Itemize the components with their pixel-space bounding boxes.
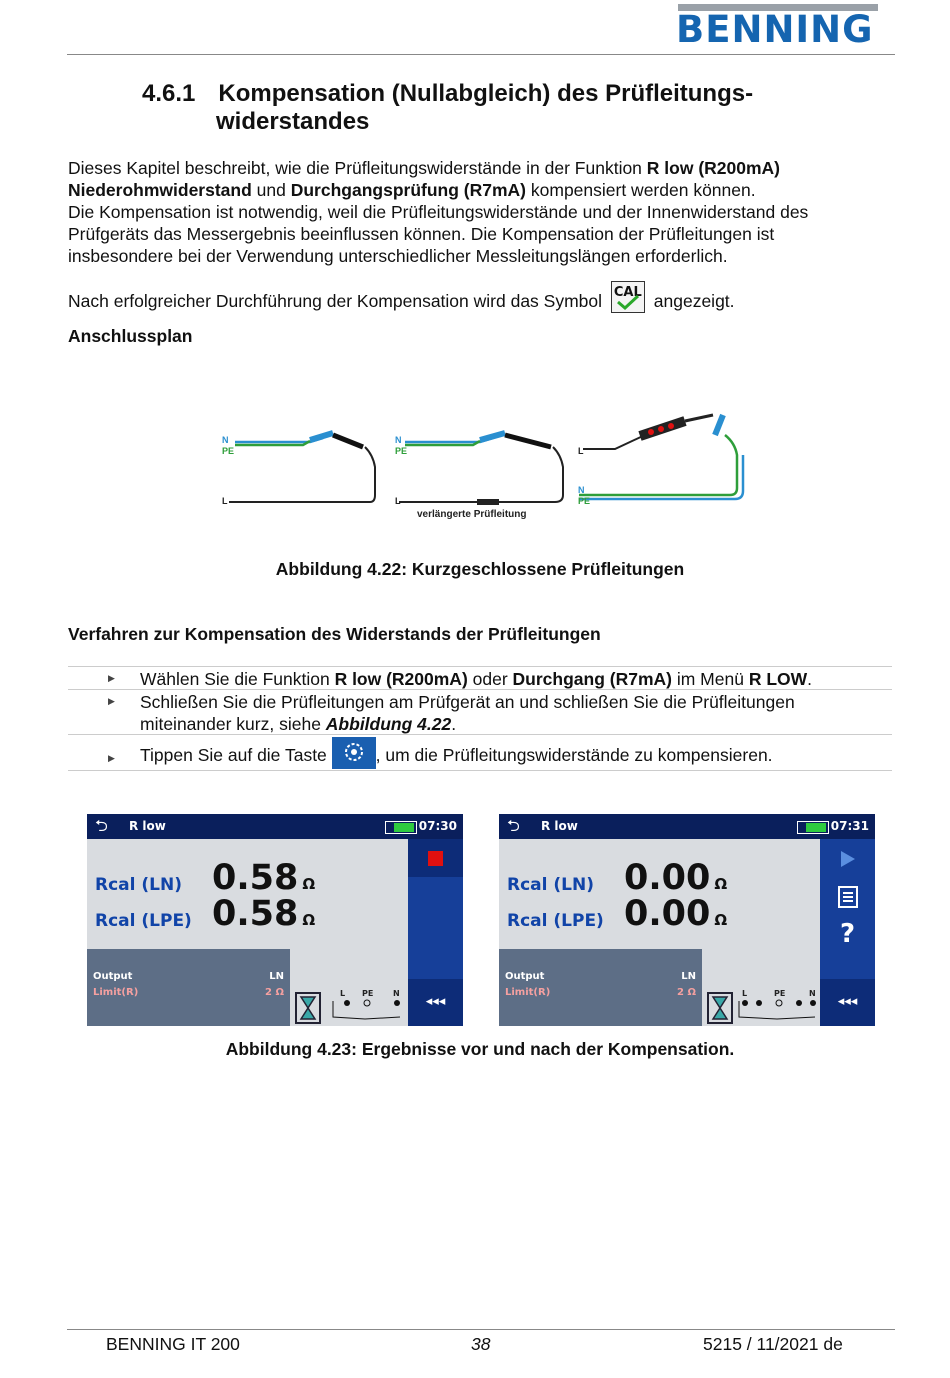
rcal-ln-label: Rcal (LN) [95, 875, 182, 895]
procedure-heading: Verfahren zur Kompensation des Widerstands der Prüfleitungen [68, 624, 601, 644]
label-n: N [395, 435, 402, 445]
output-key: Output [93, 971, 133, 982]
list-icon [837, 885, 859, 909]
output-key: Output [505, 971, 545, 982]
step-text: . [451, 714, 457, 734]
hourglass-icon [295, 992, 321, 1024]
section-title-line2: widerstandes [216, 108, 370, 135]
screen-header [87, 814, 463, 839]
output-value: LN [269, 971, 284, 982]
unit-ohm: Ω [714, 875, 728, 893]
label-l: L [578, 446, 584, 456]
intro-text: insbesondere bei der Verwendung unterschiedlicher Messleitungslängen erforderlich. [68, 246, 728, 266]
label-pe: PE [395, 446, 408, 456]
intro-text: und [251, 180, 291, 200]
intro-text: kompensiert werden können. [526, 180, 756, 200]
stop-icon [428, 851, 443, 866]
terminal-diagram [737, 989, 817, 1025]
step-2 [68, 689, 892, 734]
meter-screen-after [499, 814, 875, 1026]
section-heading [142, 80, 753, 136]
intro-bold: Durchgangsprüfung (R7mA) [290, 180, 527, 200]
limit-key: Limit(R) [93, 987, 139, 998]
terminal-pe: PE [362, 989, 374, 998]
label-pe: PE [578, 496, 591, 506]
label-n: N [222, 435, 229, 445]
unit-ohm: Ω [302, 875, 316, 893]
bullet-icon: ▶ [108, 673, 115, 683]
page-number: 38 [471, 1334, 491, 1354]
step-text: im Menü [671, 669, 749, 689]
terminal-l: L [742, 989, 748, 998]
limit-value: 2 Ω [265, 987, 284, 998]
intro-bold: R low (R200mA) [646, 158, 781, 178]
step-text: oder [467, 669, 513, 689]
step-bold: R low (R200mA) [334, 669, 468, 689]
step-text: Schließen Sie die Prüfleitungen am Prüfgerät an und schließen Sie die Prüfleitungen [140, 692, 795, 712]
rcal-lpe-value [624, 895, 727, 939]
intro-text: Dieses Kapitel beschreibt, wie die Prüfleitungswiderstände in der Funktion [68, 158, 647, 178]
battery-icon [385, 821, 417, 834]
rcal-lpe-label: Rcal (LPE) [507, 911, 604, 931]
limit-key: Limit(R) [505, 987, 551, 998]
label-l: L [222, 496, 228, 506]
step-3 [68, 734, 892, 771]
play-icon [838, 849, 858, 869]
rcal-ln-number: 0.00 [624, 858, 711, 898]
intro-text: Nach erfolgreicher Durchführung der Kompensation wird das Symbol [68, 291, 603, 311]
step-text: . [807, 669, 813, 689]
step-text: Tippen Sie auf die Taste [140, 745, 332, 765]
connection-diagram [215, 405, 745, 523]
footer-rule [67, 1329, 895, 1330]
intro-text: Prüfgeräts das Messergebnis beeinflussen können. Die Kompensation der Prüfleitungen ist [68, 224, 775, 244]
hourglass-icon [707, 992, 733, 1024]
scroll-arrows-icon: ◂◂◂ [425, 994, 446, 1009]
step-text: , um die Prüfleitungswiderstände zu kompensieren. [375, 745, 773, 765]
anschlussplan-heading: Anschlussplan [68, 326, 193, 346]
intro-paragraph [68, 157, 898, 313]
screen-header [499, 814, 875, 839]
label-n: N [578, 485, 585, 495]
section-number: 4.6.1 [142, 80, 196, 107]
section-title-line1: Kompensation (Nullabgleich) des Prüfleitungs- [218, 80, 754, 107]
rcal-lpe-number: 0.58 [212, 894, 299, 934]
bullet-icon: ▶ [108, 696, 115, 706]
rcal-lpe-label: Rcal (LPE) [95, 911, 192, 931]
screen-time: 07:31 [830, 819, 869, 833]
screen-title: R low [129, 819, 166, 833]
cal-icon-label: CAL [613, 285, 642, 300]
terminal-n: N [393, 989, 400, 998]
label-l: L [395, 496, 401, 506]
back-icon: ⮌ [507, 816, 520, 835]
output-value: LN [681, 971, 696, 982]
figure-caption: Abbildung 4.23: Ergebnisse vor und nach der Kompensation. [225, 1039, 735, 1059]
terminal-pe: PE [774, 989, 786, 998]
output-panel [87, 949, 290, 1026]
rcal-lpe-number: 0.00 [624, 894, 711, 934]
rcal-ln-label: Rcal (LN) [507, 875, 594, 895]
help-icon: ? [839, 919, 856, 949]
step-1 [68, 666, 892, 689]
label-pe: PE [222, 446, 235, 456]
header-rule [67, 54, 895, 55]
step-text: Wählen Sie die Funktion [140, 669, 335, 689]
screen-title: R low [541, 819, 578, 833]
bullet-icon: ▶ [108, 753, 115, 763]
battery-icon [797, 821, 829, 834]
intro-text: angezeigt. [653, 291, 735, 311]
unit-ohm: Ω [302, 911, 316, 929]
step-bold: R LOW [748, 669, 808, 689]
intro-text: Die Kompensation ist notwendig, weil die Prüfleitungswiderstände und der Innenwiderstand des [68, 202, 809, 222]
compensate-button-icon [332, 737, 376, 769]
terminal-diagram [325, 989, 405, 1025]
back-icon: ⮌ [95, 816, 108, 835]
terminal-l: L [340, 989, 346, 998]
limit-value: 2 Ω [677, 987, 696, 998]
terminal-n: N [809, 989, 816, 998]
unit-ohm: Ω [714, 911, 728, 929]
footer-docref: 5215 / 11/2021 de [703, 1334, 843, 1354]
footer-product: BENNING IT 200 [106, 1334, 240, 1354]
benning-logo: BENNING [676, 8, 874, 51]
figure-reference: Abbildung 4.22 [325, 714, 452, 734]
label-extended-lead: verlängerte Prüfleitung [417, 509, 527, 520]
cal-check-icon [611, 281, 645, 313]
output-panel [499, 949, 702, 1026]
rcal-ln-number: 0.58 [212, 858, 299, 898]
rcal-lpe-value [212, 895, 315, 939]
meter-screen-before [87, 814, 463, 1026]
figure-caption: Abbildung 4.22: Kurzgeschlossene Prüfleitungen [275, 559, 685, 579]
screen-time: 07:30 [418, 819, 457, 833]
intro-bold: Niederohmwiderstand [68, 180, 252, 200]
step-text: miteinander kurz, siehe [140, 714, 326, 734]
scroll-arrows-icon: ◂◂◂ [837, 994, 858, 1009]
step-bold: Durchgang (R7mA) [512, 669, 672, 689]
